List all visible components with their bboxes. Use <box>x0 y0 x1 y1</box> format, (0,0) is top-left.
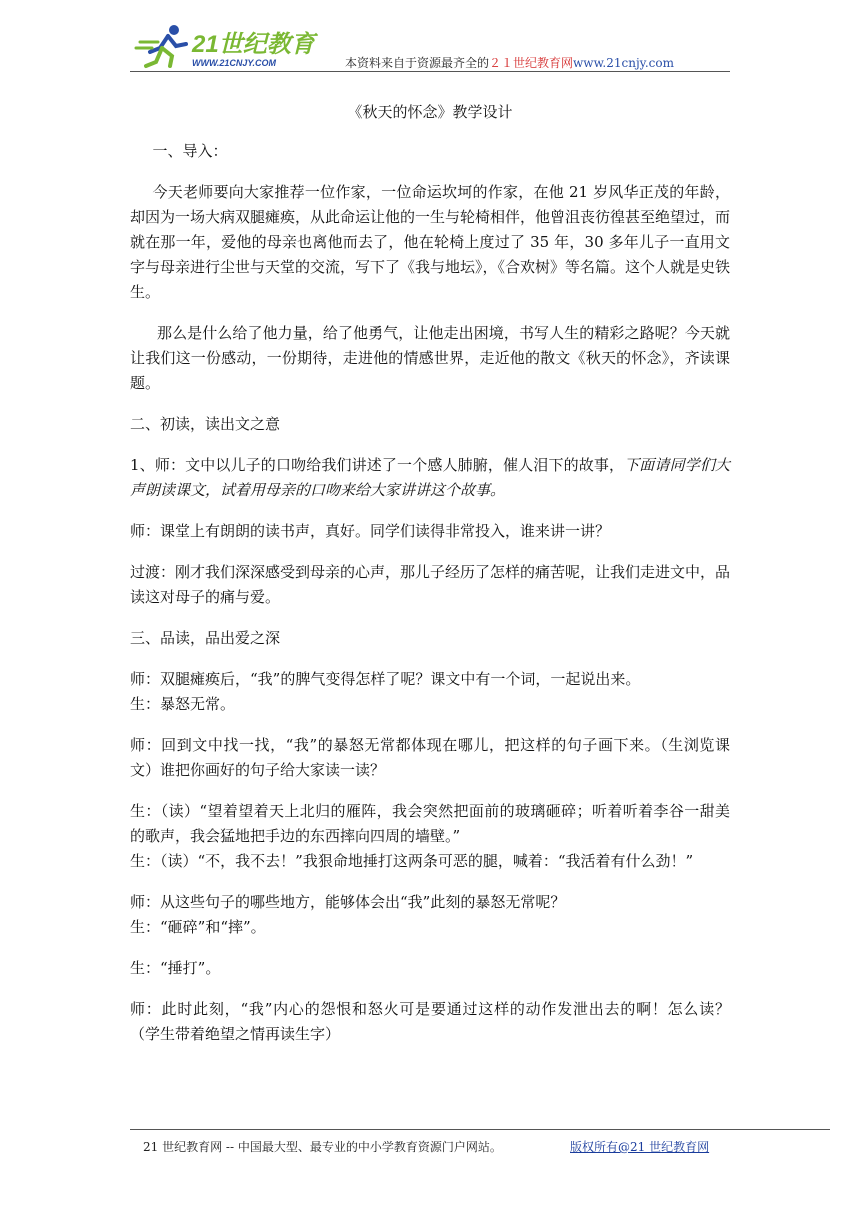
paragraph: 师：课堂上有朗朗的读书声，真好。同学们读得非常投入，谁来讲一讲？ <box>130 522 611 540</box>
paragraph: 生：“砸碎”和“摔”。 <box>130 918 266 936</box>
paragraph: 过渡：刚才我们深深感受到母亲的心声，那儿子经历了怎样的痛苦呢，让我们走进文中，品读这对母子的痛与爱。 <box>130 563 731 606</box>
paragraph: 今天老师要向大家推荐一位作家，一位命运坎坷的作家，在他 21 岁风华正茂的年龄，却因为一场大病双腿瘫痪，从此命运让他的一生与轮椅相伴，他曾沮丧彷徨甚至绝望过，而就在那一年，爱他的母亲也离他而去了，他在轮椅上度过了 35 年，30 多年儿子一直用文字与母亲进行尘世与天堂的交流，写下了《我与地坛》，《合欢树》等名篇。这个人就是史铁生。 <box>130 183 731 301</box>
copyright-link[interactable]: 版权所有@21 世纪教育网 <box>570 1140 710 1154</box>
header-divider <box>130 71 730 72</box>
paragraph: 师：回到文中找一找，“我”的暴怒无常都体现在哪儿，把这样的句子画下来。（生浏览课文）谁把你画好的句子给大家读一读？ <box>130 736 730 779</box>
paragraph: 1、师：文中以儿子的口吻给我们讲述了一个感人肺腑，催人泪下的故事，下面请同学们大声朗读课文，试着用母亲的口吻来给大家讲讲这个故事。 <box>130 456 730 499</box>
logo-text: 21世纪教育 <box>192 31 315 58</box>
paragraph: 师：此时此刻，“我”内心的怨恨和怒火可是要通过这样的动作发泄出去的啊！怎么读？（学生带着绝望之情再读生字） <box>130 1000 730 1043</box>
document-title: 《秋天的怀念》教学设计 <box>347 103 513 121</box>
running-man-icon <box>136 25 186 66</box>
section-heading: 一、导入： <box>152 142 228 160</box>
header-site-url[interactable]: www.21cnjy.com <box>573 56 674 70</box>
paragraph: 那么是什么给了他力量，给了他勇气，让他走出困境，书写人生的精彩之路呢？今天就让我们这一份感动，一份期待，走进他的情感世界，走近他的散文《秋天的怀念》，齐读课题。 <box>130 324 730 392</box>
paragraph: 师：双腿瘫痪后，“我”的脾气变得怎样了呢？课文中有一个词，一起说出来。 <box>130 670 641 688</box>
header-site-name: ２１世纪教育网 <box>489 56 574 70</box>
paragraph: 生：（读）“望着望着天上北归的雁阵，我会突然把面前的玻璃砸碎；听着听着李谷一甜美的歌声，我会猛地把手边的东西摔向四周的墙壁。” <box>130 802 730 845</box>
page-footer <box>143 1138 710 1155</box>
paragraph: 生：“捶打”。 <box>130 959 221 977</box>
logo-url: WWW.21CNJY.COM <box>192 58 277 68</box>
footer-divider <box>130 1129 830 1130</box>
italic-instruction: 下面请同学们大声朗读课文，试着用母亲的口吻来给大家讲讲这个故事。 <box>130 456 730 499</box>
footer-description: 21 世纪教育网 -- 中国最大型、最专业的中小学教育资源门户网站。 <box>143 1140 502 1154</box>
site-logo <box>130 22 330 70</box>
paragraph: 师：从这些句子的哪些地方，能够体会出“我”此刻的暴怒无常呢？ <box>130 893 566 911</box>
document-body <box>130 100 730 1063</box>
paragraph: 生：暴怒无常。 <box>130 695 236 713</box>
header-tagline: 本资料来自于资源最齐全的２１世纪教育网www.21cnjy.com <box>345 56 674 70</box>
section-heading: 三、品读，品出爱之深 <box>130 629 281 647</box>
page-header <box>130 22 730 72</box>
paragraph: 生：（读）“不，我不去！”我狠命地捶打这两条可恶的腿，喊着：“我活着有什么劲！” <box>130 852 694 870</box>
section-heading: 二、初读，读出文之意 <box>130 415 281 433</box>
